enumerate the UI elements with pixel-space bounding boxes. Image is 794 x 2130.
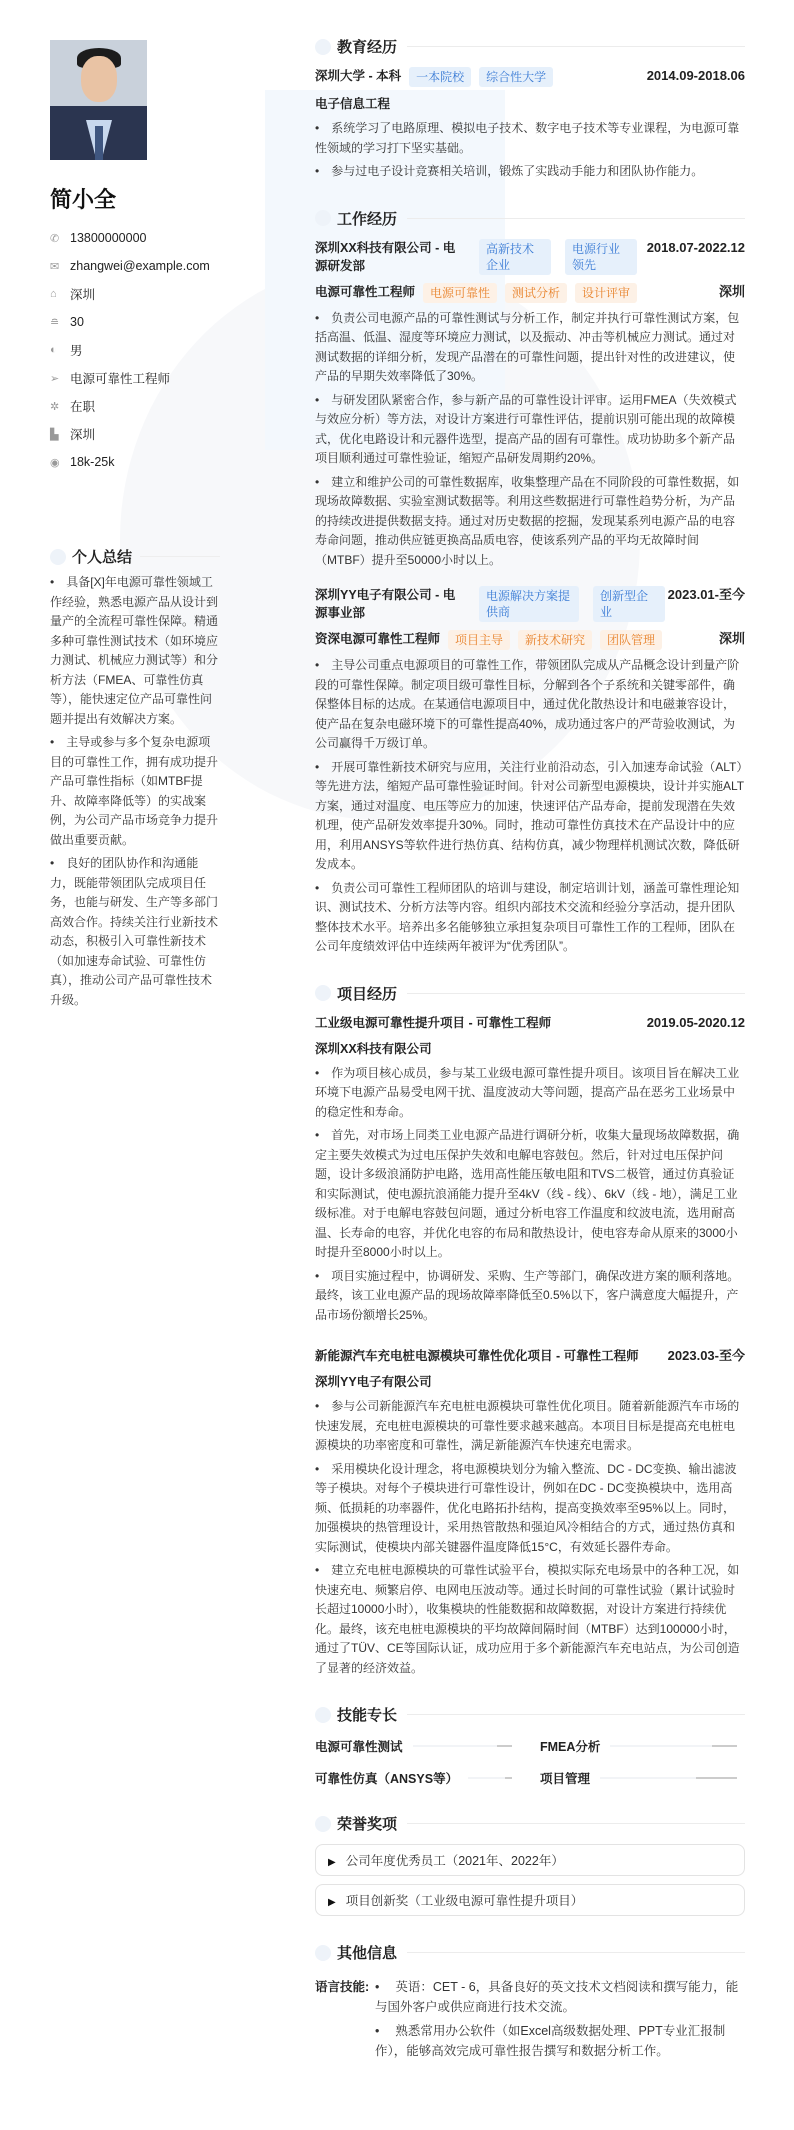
company-tag: 电源行业领先: [565, 239, 637, 275]
contact-item: [50, 308, 220, 336]
honor-item[interactable]: [315, 1844, 745, 1876]
bullet-item: • 主导公司重点电源项目的可靠性工作，带领团队完成从产品概念设计到量产阶段的可靠性保障。制定项目级可靠性目标，分解到各个子系统和关键零部件，确保整体目标的达成。在某通信电源项目中，通过优化散热设计和电磁兼容设计，使产品在复杂电磁环境下的可靠性提高40%，成功通过客户的严苛验收测试，为公司赢得千万级订单。: [315, 656, 745, 754]
contact-text: 深圳: [70, 288, 96, 302]
contact-text: 电源可靠性工程师: [70, 372, 171, 386]
section-icon: [315, 1816, 331, 1832]
skills-grid: [315, 1737, 745, 1787]
skill-level-fill: [468, 1777, 505, 1779]
caret-right-icon: ▶: [328, 1897, 336, 1908]
job-role: 资深电源可靠性工程师: [315, 632, 441, 646]
section-icon: [315, 1945, 331, 1961]
bullet-item: • 建立充电桩电源模块的可靠性试验平台，模拟实际充电场景中的各种工况，如快速充电、频繁启停、电网电压波动等。通过长时间的可靠性试验（累计试验时长超过10000小时），收集模块的性能数据和故障数据，对设计方案进行持续优化。最终，该充电桩电源模块的平均故障间隔时间（MTBF）达到100000小时，通过了TÜV、CE等国际认证，成功应用于多个新能源汽车充电站点，为公司创造了显著的经济效益。: [315, 1561, 745, 1678]
job-city: 深圳: [718, 631, 745, 646]
contact-item: [50, 392, 220, 420]
contact-item: [50, 420, 220, 448]
skill-item: [540, 1769, 745, 1787]
phone-icon: ✆: [50, 232, 60, 245]
role-tag: 新技术研究: [518, 630, 592, 650]
section-title: 其他信息: [337, 1945, 398, 1962]
company-name: 深圳XX科技有限公司 - 电源研发部: [315, 240, 456, 273]
contact-item: [50, 252, 220, 280]
company-row: [315, 586, 745, 622]
role-tag: 设计评审: [575, 283, 637, 303]
project-company: 深圳XX科技有限公司: [315, 1041, 432, 1056]
section-header-projects: [315, 983, 745, 1004]
skill-level-fill: [413, 1745, 498, 1747]
section-header-summary: [50, 546, 220, 567]
project-date: 2019.05-2020.12: [646, 1014, 745, 1030]
section-header-education: [315, 36, 745, 57]
section-title: 教育经历: [337, 39, 398, 56]
skill-level-fill: [600, 1777, 696, 1779]
skill-level-bar: [468, 1777, 512, 1779]
job-date: 2023.01-至今: [667, 587, 745, 602]
skill-item: [540, 1737, 745, 1755]
school-name: 深圳大学 - 本科: [315, 69, 402, 83]
skill-name: FMEA分析: [540, 1740, 601, 1754]
skill-level-bar: [600, 1777, 737, 1779]
job-bullets: [315, 656, 745, 957]
bullet-item: • 作为项目核心成员，参与某工业级电源可靠性提升项目。该项目旨在解决工业环境下电源产品易受电网干扰、温度波动大等问题，提高产品在恶劣工业场景中的稳定性和寿命。: [315, 1064, 745, 1123]
bullet-item: • 负责公司可靠性工程师团队的培训与建设，制定培训计划，涵盖可靠性理论知识、测试技术、分析方法等内容。组织内部技术交流和经验分享活动，提升团队整体技术水平。培养出多名能够独立承担复杂项目可靠性工作的工程师，团队在公司年度绩效评估中连续两年被评为“优秀团队”。: [315, 879, 745, 957]
summary-list: [50, 573, 220, 1010]
candidate-name: 简小全: [50, 187, 117, 212]
section-icon: [315, 985, 331, 1001]
company-name: 深圳YY电子有限公司 - 电源事业部: [315, 588, 456, 620]
avatar: [50, 40, 147, 160]
skill-level-bar: [413, 1745, 512, 1747]
company-row: [315, 239, 745, 275]
role-tag: 测试分析: [505, 283, 567, 303]
bullet-item: • 与研发团队紧密合作，参与新产品的可靠性设计评审。运用FMEA（失效模式与效应分析）等方法，对设计方案进行可靠性评估，提前识别可能出现的故障模式，优化电路设计和元器件选型，提高产品的固有可靠性。成功协助多个新产品项目顺利通过可靠性验证，缩短产品研发周期约20%。: [315, 391, 745, 469]
section-header-skills: [315, 1704, 745, 1725]
job-bullets: [315, 309, 745, 571]
section-title: 技能专长: [337, 1707, 398, 1724]
skill-item: [315, 1769, 520, 1787]
project-bullets: [315, 1397, 745, 1678]
main-content: [315, 36, 745, 2065]
skill-level-fill: [610, 1745, 711, 1747]
building-icon: ▙: [50, 428, 59, 441]
bullet-item: • 采用模块化设计理念，将电源模块划分为输入整流、DC - DC变换、输出滤波等子模块。对每个子模块进行可靠性设计，例如在DC - DC变换模块中，选用高频、低损耗的功率器件，优化电路拓扑结构，提高变换效率至95%以上。同时，加强模块的热管理设计，采用热管散热和强迫风冷相结合的方式，通过热仿真和实际测试，使模块内部关键器件温度降低15°C，有效延长器件寿命。: [315, 1460, 745, 1558]
role-row: [315, 283, 745, 303]
project-company: 深圳YY电子有限公司: [315, 1375, 432, 1389]
contact-text: 男: [70, 344, 83, 358]
education-bullets: [315, 119, 745, 182]
contact-list: [50, 224, 220, 476]
status-icon: ✲: [50, 400, 60, 413]
contact-item: [50, 224, 220, 252]
bullet-item: • 参与过电子设计竞赛相关培训，锻炼了实践动手能力和团队协作能力。: [315, 162, 745, 182]
section-icon: [315, 1707, 331, 1723]
company-tag: 创新型企业: [593, 586, 665, 622]
contact-text: 18k-25k: [70, 455, 115, 469]
skill-name: 项目管理: [540, 1772, 591, 1786]
bullet-item: • 具备[X]年电源可靠性领域工作经验，熟悉电源产品从设计到量产的全流程可靠性保障。精通多种可靠性测试技术（如环境应力测试、机械应力测试等）和分析方法（FMEA、可靠性仿真等），能快速定位产品可靠性问题并提出有效解决方案。: [50, 573, 220, 729]
sidebar: [50, 40, 220, 1014]
company-tag: 电源解决方案提供商: [479, 586, 579, 622]
salary-icon: ◉: [50, 456, 60, 469]
section-header-honors: [315, 1813, 745, 1834]
language-label: 语言技能:: [315, 1980, 370, 1994]
honor-text: 项目创新奖（工业级电源可靠性提升项目）: [345, 1894, 584, 1908]
bullet-item: • 项目实施过程中，协调研发、采购、生产等部门，确保改进方案的顺利落地。最终，该工业电源产品的现场故障率降低至0.5%以下，客户满意度大幅提升，产品市场份额增长25%。: [315, 1267, 745, 1326]
section-title: 个人总结: [72, 549, 133, 566]
language-item: • 熟悉常用办公软件（如Excel高级数据处理、PPT专业汇报制作），能够高效完成可靠性报告撰写和数据分析工作。: [375, 2021, 745, 2061]
project-row: [315, 1014, 745, 1032]
section-header-other: [315, 1942, 745, 1963]
project-name: 工业级电源可靠性提升项目 - 可靠性工程师: [315, 1015, 552, 1030]
bullet-item: • 首先，对市场上同类工业电源产品进行调研分析，收集大量现场故障数据，确定主要失效模式为过电压保护失效和电解电容鼓包。然后，针对过电压保护问题，设计多级浪涌防护电路，选用高性能压敏电阻和TVS二极管，通过仿真验证和实际测试，使电源抗浪涌能力提升至4kV（线 - 线）、6kV（线 - 地），满足工业级标准。对于电解电容鼓包问题，通过分析电容工作温度和纹波电流，选用耐高温、长寿命的电容，并优化电容的布局和散热设计，使电容寿命从原来的3000小时提升至8000小时以上。: [315, 1126, 745, 1263]
section-title: 荣誉奖项: [337, 1816, 398, 1833]
contact-text: 30: [70, 315, 84, 329]
mail-icon: ✉: [50, 260, 60, 273]
section-title: 项目经历: [337, 985, 398, 1003]
home-icon: ⌂: [50, 288, 57, 300]
role-tag: 电源可靠性: [423, 283, 497, 303]
contact-text: 13800000000: [70, 231, 147, 245]
role-tag: 项目主导: [448, 630, 510, 650]
project-row: [315, 1347, 745, 1365]
skill-name: 电源可靠性测试: [315, 1740, 403, 1754]
section-icon: [315, 210, 331, 226]
contact-text: zhangwei@example.com: [70, 259, 210, 273]
skill-item: [315, 1737, 520, 1755]
bullet-item: • 负责公司电源产品的可靠性测试与分析工作，制定并执行可靠性测试方案，包括高温、低温、湿度等环境应力测试，以及振动、冲击等机械应力测试。通过对测试数据的详细分析，发现产品潜在的可靠性问题，提出针对性的改进建议，使产品的早期失效率降低了30%。: [315, 309, 745, 387]
caret-right-icon: ▶: [328, 1857, 336, 1868]
gender-icon: ◐: [50, 344, 57, 356]
honor-item[interactable]: [315, 1884, 745, 1916]
bullet-item: • 建立和维护公司的可靠性数据库，收集整理产品在不同阶段的可靠性数据，如现场故障数据、实验室测试数据等。利用这些数据进行可靠性趋势分析，为产品的持续改进提供数据支持。通过对历史数据的挖掘，发现某系列电源产品的电容寿命问题，推动供应链更换高品质电容，使该系列产品的平均无故障时间（MTBF）提升至50000小时以上。: [315, 473, 745, 571]
bullet-item: • 系统学习了电路原理、模拟电子技术、数字电子技术等专业课程，为电源可靠性领域的学习打下坚实基础。: [315, 119, 745, 158]
contact-text: 在职: [70, 400, 96, 414]
bullet-item: • 主导或参与多个复杂电源项目的可靠性工作，拥有成功提升产品可靠性指标（如MTBF提升、故障率降低等）的实战案例，为公司产品市场竞争力提升做出重要贡献。: [50, 733, 220, 850]
skill-level-bar: [610, 1745, 737, 1747]
major: 电子信息工程: [315, 97, 391, 111]
contact-item: [50, 336, 220, 364]
section-title: 工作经历: [337, 210, 398, 228]
role-row: [315, 630, 745, 650]
contact-text: 深圳: [70, 428, 96, 442]
language-item: • 英语：CET - 6，具备良好的英文技术文档阅读和撰写能力，能与国外客户或供应商进行技术交流。: [375, 1977, 745, 2017]
contact-item: [50, 280, 220, 308]
job-city: 深圳: [718, 283, 745, 299]
section-icon: [50, 549, 66, 565]
section-icon: [315, 39, 331, 55]
contact-item: [50, 448, 220, 476]
education-date: 2014.09-2018.06: [646, 68, 745, 83]
company-tags: [465, 239, 637, 275]
bullet-item: • 开展可靠性新技术研究与应用，关注行业前沿动态，引入加速寿命试验（ALT）等先进方法，缩短产品可靠性验证时间。针对公司新型电源模块，设计并实施ALT方案，通过对温度、电压等应力的加速，快速评估产品寿命，提前发现潜在失效机理，使产品研发效率提升30%。同时，推动可靠性仿真技术在产品设计中的应用，利用ANSYS等软件进行热仿真、结构仿真，减少物理样机测试次数，降低研发成本。: [315, 758, 745, 875]
skill-name: 可靠性仿真（ANSYS等）: [315, 1772, 459, 1786]
company-tags: [465, 586, 665, 622]
role-tag: 团队管理: [600, 630, 662, 650]
bullet-item: • 参与公司新能源汽车充电桩电源模块可靠性优化项目。随着新能源汽车市场的快速发展，充电桩电源模块的可靠性要求越来越高。本项目目标是提高充电桩电源模块的功率密度和可靠性，满足新能源汽车快速充电需求。: [315, 1397, 745, 1456]
job-role: 电源可靠性工程师: [315, 284, 416, 299]
school-tag: 综合性大学: [479, 67, 553, 87]
school-tag: 一本院校: [409, 67, 471, 87]
project-bullets: [315, 1064, 745, 1326]
language-skills: [315, 1977, 745, 2065]
section-header-work: [315, 208, 745, 229]
company-tag: 高新技术企业: [479, 239, 551, 275]
send-icon: ➢: [50, 372, 60, 385]
contact-item: [50, 364, 220, 392]
project-name: 新能源汽车充电桩电源模块可靠性优化项目 - 可靠性工程师: [315, 1349, 639, 1363]
honor-text: 公司年度优秀员工（2021年、2022年）: [345, 1854, 564, 1868]
project-date: 2023.03-至今: [667, 1348, 745, 1363]
bullet-item: • 良好的团队协作和沟通能力，既能带领团队完成项目任务，也能与研发、生产等多部门高效合作。持续关注行业新技术动态，积极引入可靠性新技术（如加速寿命试验、可靠性仿真），推动公司产品可靠性技术升级。: [50, 854, 220, 1010]
education-row: [315, 67, 745, 87]
cake-icon: ≘: [50, 316, 60, 329]
job-date: 2018.07-2022.12: [646, 239, 745, 255]
